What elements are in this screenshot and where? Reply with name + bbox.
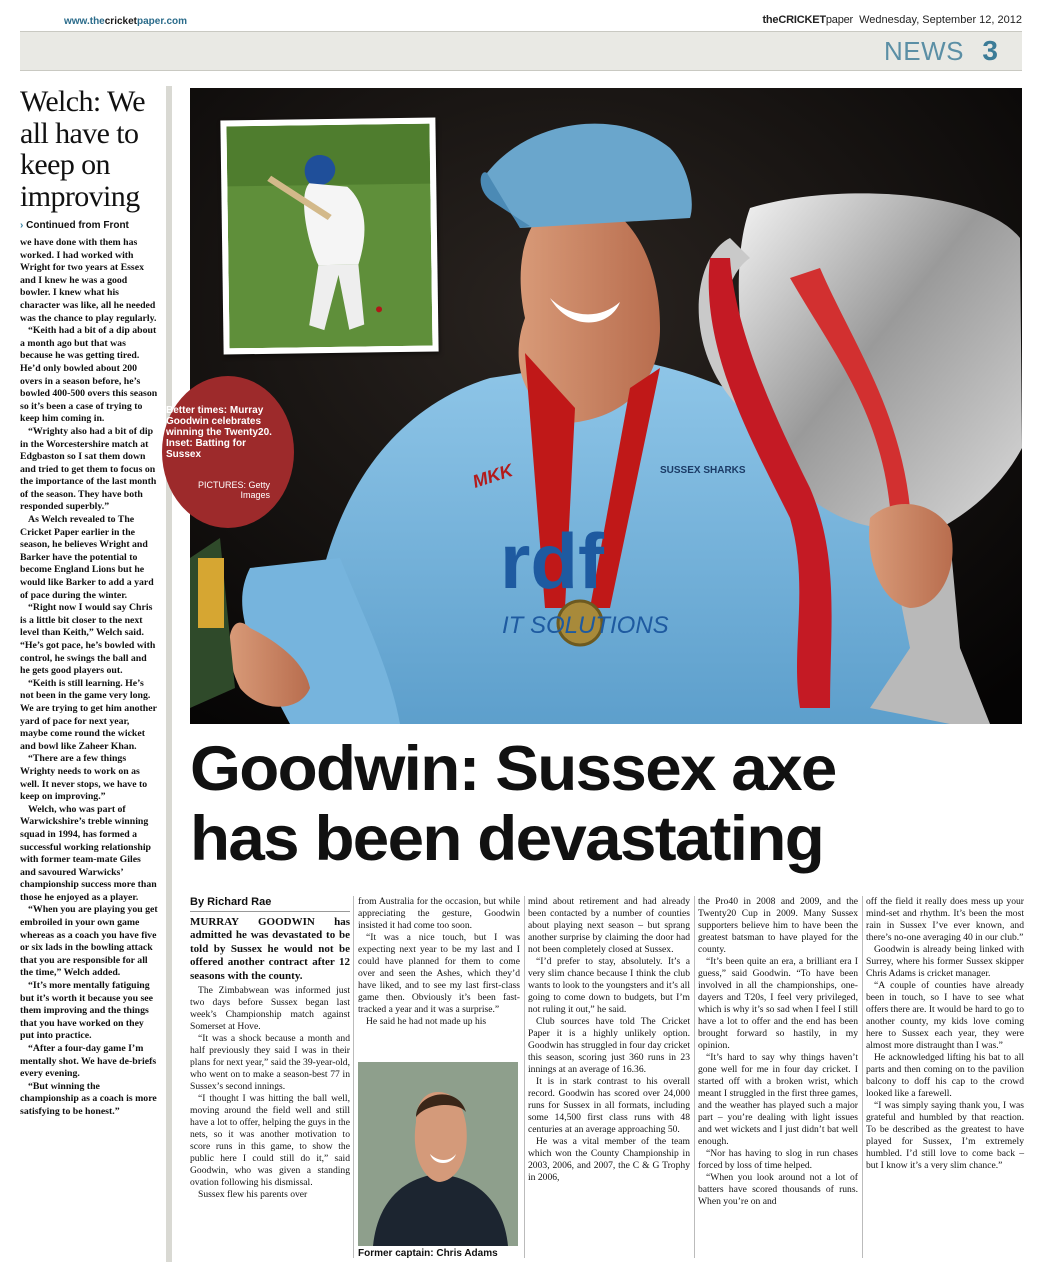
sidebar-paragraph: As Welch revealed to The Cricket Paper earlier in the season, he believes Wright and Barker have the potential to become England Lions but he would like Barker to add a yard of pace during the winter.: [20, 514, 154, 601]
headline-line: Goodwin: Sussex axe: [190, 734, 836, 804]
main-headline: [190, 734, 1042, 874]
article-paragraph: “It’s been quite an era, a brilliant era I guess,” said Goodwin. “To have been involved in all the championships, one-dayers and T20s, I feel very privileged, which is why it’s so sad when I feel I still have a lot to offer and the end has been brought forward so hastily, in my opinion.: [698, 956, 858, 1051]
sidebar-rule: [166, 86, 172, 1262]
sidebar-paragraph: “There are a few things Wrighty needs to work on as well. It never stops, we have to keep on improving.”: [20, 753, 148, 803]
column-rule: [353, 896, 354, 1258]
sidebar-story: [20, 86, 158, 1266]
column-rule: [694, 896, 695, 1258]
chevron-right-icon: ›: [20, 220, 24, 231]
article-paragraph: “I’d prefer to stay, absolutely. It’s a very slim chance because I think the club wants to look to the youngsters and it’s all going to come down to budgets, but I’m not ruling it out,” he said.: [528, 956, 691, 1015]
masthead: [762, 14, 1022, 26]
article-paragraph: the Pro40 in 2008 and 2009, and the Twenty20 Cup in 2009. Many Sussex supporters believe him to have been the greatest batsman to have played for the county.: [698, 896, 858, 955]
issue-date: Wednesday, September 12, 2012: [859, 14, 1022, 26]
article-paragraph: He said he had not made up his: [366, 1016, 487, 1027]
article-column-5: [866, 896, 1024, 1172]
sidebar-paragraph: “Keith is still learning. He’s not been in the game very long. We are trying to get him another yard of pace for next year, maybe come round the wicket and bowl like Zaheer Khan.: [20, 677, 157, 752]
batsman-illustration: [226, 124, 432, 349]
article-column-1: [190, 896, 350, 1201]
sidebar-paragraph: “It’s more mentally fatiguing but it’s worth it because you see them improving and the things that you have worked on they put into practice.: [20, 980, 153, 1042]
sidebar-body: [20, 237, 158, 1119]
article-paragraph: off the field it really does mess up your mind-set and rhythm. It’s been the most rain in Sussex I’ve ever known, and there’s no-one averaging 40 in our club.”: [866, 896, 1024, 943]
section-label: NEWS: [884, 36, 964, 66]
photo-caption: Better times: Murray Goodwin celebrates winning the Twenty20. Inset: Batting for Sussex: [166, 405, 272, 460]
article-paragraph: “It was a nice touch, but I was expecting next year to be my last and I could have planned for them to come over and seen the Ashes, which they’d have liked, and to see my last first-class game then. Obviously it’s been fast-tracked a year and it was a surprise.”: [358, 932, 520, 1015]
article-paragraph: “It was a shock because a month and half previously they said I was in their plans for next year,” said the 39-year-old, who went on to make a season-best 77 in Sussex’s second innings.: [190, 1033, 350, 1093]
article-column-3: [528, 896, 690, 1184]
article-paragraph: from Australia for the occasion, but while appreciating the gesture, Goodwin insisted it had come too soon.: [358, 896, 520, 931]
continued-from-front: › Continued from Front: [20, 220, 129, 231]
sidebar-paragraph: “Wrighty also had a bit of dip in the Worcestershire match at Edgbaston so I sat them down and tried to get them to focus on the importance of the last month of the season. They have both responded superbly.”: [20, 425, 157, 513]
sidebar-paragraph: we have done with them has worked. I had worked with Wright for two years at Essex and I knew he was a good bowler. I knew what his character was like, all he needed was the chance to play regularly.: [20, 237, 157, 324]
sidebar-headline: Welch: We all have to keep on improving: [20, 85, 146, 213]
article-paragraph: He was a vital member of the team which won the County Championship in 2003, 2006, and 2007, the C & G Trophy in 2006,: [528, 1136, 690, 1183]
article-paragraph: “When you look around not a lot of batters have scored thousands of runs. When you’re on and: [698, 1172, 858, 1207]
article-paragraph: “A couple of counties have already been in touch, so I have to see what offers there are. It would be hard to go to another county, my kids love coming here to Sussex each year, they were almost more distraught than I was.”: [866, 980, 1024, 1051]
sidebar-paragraph: “Keith had a bit of a dip about a month ago but that was because he was getting tired. He’d only bowled about 200 overs in a season before, he’s bowled 400-500 overs this season so it’s been a case of trying to keep him coming in.: [20, 325, 158, 425]
portrait-caption: Former captain: Chris Adams: [358, 1248, 498, 1259]
sidebar-paragraph: Welch, who was part of Warwickshire’s treble winning squad in 1994, has formed a successful working relationship with former team-mate Giles and savoured Warwicks’ championship success more than those he enjoyed as a player.: [20, 803, 157, 903]
article-paragraph: Goodwin is already being linked with Surrey, where his former Sussex skipper Chris Adams is cricket manager.: [866, 944, 1024, 979]
article-paragraph: “Nor has having to slog in run chases forced by loss of time helped.: [698, 1148, 858, 1171]
kit-brand-logo: MKK: [470, 460, 516, 492]
column-rule: [862, 896, 863, 1258]
article-paragraph: “I thought I was hitting the ball well, moving around the field well and still have a lot to offer, helping the guys in the nets, so it was another motivation to score runs in this game, to show the public here I could still do it,” said Goodwin, who was given a standing ovation following his dismissal.: [190, 1093, 350, 1189]
site-url[interactable]: www.thecricketpaper.com: [64, 16, 188, 27]
article-paragraph: “It’s hard to say why things haven’t gone well for me in four day cricket. I started off with a broken wrist, which meant I struggled in the first three games, and the weather has played such a major part – you’re dealing with light issues and wet wickets and I just didn’t bat well enough.: [698, 1052, 858, 1147]
article-paragraph: Sussex flew his parents over: [198, 1189, 308, 1201]
chris-adams-illustration: [358, 1062, 518, 1246]
page-number: 3: [982, 35, 998, 66]
inset-photo: [220, 118, 438, 355]
article-paragraph: mind about retirement and had already been contacted by a number of counties about playing next season – but sprang another surprise by claiming the door had not been completely closed at Sussex.: [528, 896, 690, 955]
article-paragraph: He acknowledged lifting his bat to all parts and then coming on to the pavilion balcony to doff his cap to the crowd looked like a farewell.: [866, 1052, 1024, 1099]
article-paragraph: “I was simply saying thank you, I was grateful and humbled by that reaction. To be described as the greatest to have played for Sussex, I’m extremely humbled. I’d still love to come back – but I know it’s a very slim chance.”: [866, 1100, 1024, 1171]
article-column-4: [698, 896, 858, 1208]
brand-logo: theCRICKETpaper: [762, 14, 853, 26]
article-paragraph: Club sources have told The Cricket Paper it is a highly unlikely option. Goodwin has struggled in four day cricket this season, scoring just 360 runs in 23 innings at an average of 16.36.: [528, 1016, 690, 1075]
photo-credit: PICTURES: Getty Images: [197, 480, 270, 500]
byline: By Richard Rae: [190, 896, 350, 912]
sidebar-paragraph: “But winning the championship as a coach is more satisfying to be honest.”: [20, 1080, 157, 1117]
article-column-2: [358, 896, 520, 1028]
sidebar-paragraph: “When you are playing you get embroiled in your own game whereas as a coach you have five or six lads in the bowling attack that you are responsible for all the time,” Welch added.: [20, 904, 158, 979]
team-crest: SUSSEX SHARKS: [660, 465, 746, 476]
shirt-sponsor-sub: IT SOLUTIONS: [502, 612, 669, 639]
page-header: [0, 0, 1042, 34]
article-paragraph: The Zimbabwean was informed just two days before Sussex began last week’s Championship match against Somerset at Hove.: [190, 985, 350, 1033]
sidebar-paragraph: “After a four-day game I’m mentally shot. We have de-briefs every evening.: [20, 1043, 157, 1080]
article-paragraph: It is in stark contrast to his overall record. Goodwin has scored over 24,000 runs for Sussex in all formats, including some 14,500 first class runs with 48 centuries at an average approaching 50.: [528, 1076, 690, 1135]
column-rule: [524, 896, 525, 1258]
shirt-sponsor-logo: rdf: [500, 517, 604, 605]
standfirst: MURRAY GOODWIN has admitted he was devastated to be told by Sussex he would not be offered another contract after 12 seasons with the county.: [190, 916, 350, 982]
sidebar-paragraph: “Right now I would say Chris is a little bit closer to the next level than Keith,” Welch said. “He’s got pace, he’s bowled with control, he swings the ball and he gets good players out.: [20, 602, 156, 677]
headline-line: has been devastating: [190, 804, 824, 874]
section-bar: [20, 31, 1022, 71]
portrait-photo: [358, 1062, 518, 1246]
